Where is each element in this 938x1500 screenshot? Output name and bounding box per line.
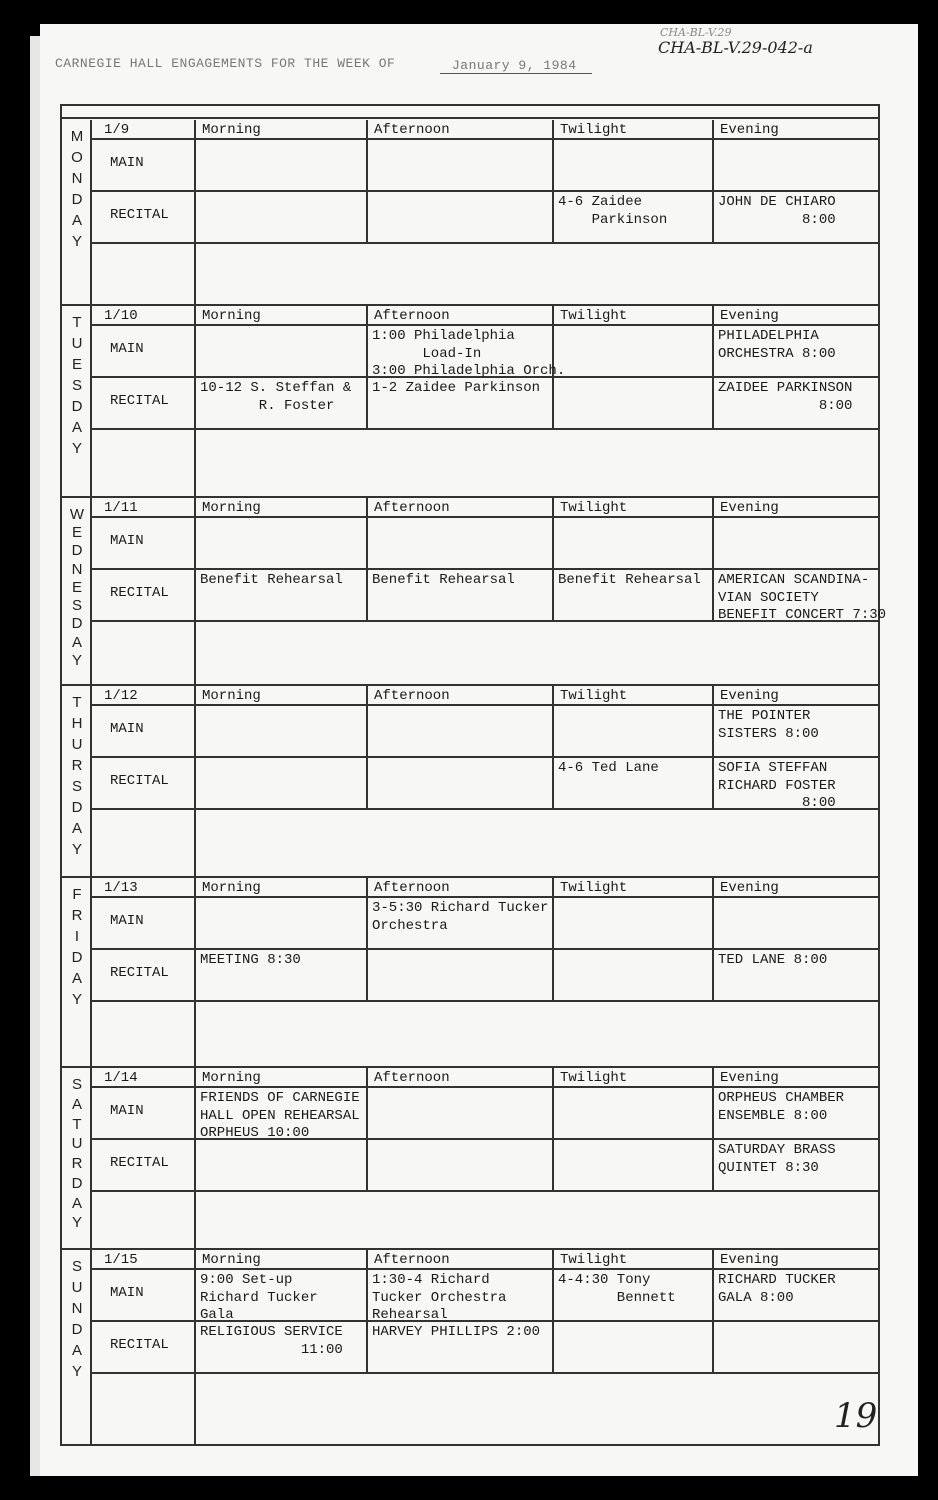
column-header-twilight: Twilight: [560, 1252, 628, 1268]
column-header-morning: Morning: [202, 880, 261, 896]
column-header-afternoon: Afternoon: [374, 308, 450, 324]
row-rule: [92, 190, 880, 192]
day-letter: R: [71, 907, 83, 924]
column-rule: [194, 1068, 196, 1190]
recital-twilight-cell: Benefit Rehearsal: [558, 572, 701, 588]
day-date: 1/10: [104, 308, 138, 324]
day-letter: D: [71, 799, 83, 816]
column-rule: [366, 1068, 368, 1190]
row-rule: [92, 428, 880, 430]
header-rule: [92, 1268, 880, 1270]
column-header-evening: Evening: [720, 1070, 779, 1086]
day-letter: Y: [71, 440, 82, 457]
column-rule: [552, 878, 554, 1000]
column-header-twilight: Twilight: [560, 688, 628, 704]
column-rule: [194, 498, 196, 620]
day-letter: E: [71, 356, 82, 373]
day-letter: A: [71, 1194, 82, 1212]
day-letter: A: [71, 820, 82, 837]
day-letter: Y: [71, 841, 82, 858]
column-rule: [194, 686, 196, 808]
day-letter: R: [71, 757, 83, 774]
column-rule: [552, 498, 554, 620]
column-rule: [552, 686, 554, 808]
day-letter: N: [71, 170, 83, 187]
column-header-morning: Morning: [202, 1252, 261, 1268]
column-rule: [552, 1250, 554, 1372]
column-header-morning: Morning: [202, 688, 261, 704]
header-rule: [92, 704, 880, 706]
row-rule: [92, 1190, 880, 1192]
recital-evening-cell: SATURDAY BRASS QUINTET 8:30: [718, 1142, 836, 1176]
page-number: 19: [834, 1396, 878, 1436]
column-header-afternoon: Afternoon: [374, 880, 450, 896]
column-rule: [552, 1068, 554, 1190]
column-rule: [552, 120, 554, 242]
column-rule: [712, 878, 714, 1000]
day-letter: S: [71, 597, 82, 615]
column-header-twilight: Twilight: [560, 880, 628, 896]
column-rule: [366, 498, 368, 620]
day-letter: R: [71, 1155, 83, 1172]
day-letter: H: [71, 715, 83, 732]
day-letter: A: [71, 1342, 82, 1359]
column-header-afternoon: Afternoon: [374, 1252, 450, 1268]
column-rule: [194, 1000, 196, 1068]
row-label-main: MAIN: [110, 1103, 144, 1119]
row-label-recital: RECITAL: [110, 773, 169, 789]
column-rule: [712, 120, 714, 242]
column-header-twilight: Twilight: [560, 308, 628, 324]
column-rule: [366, 1250, 368, 1372]
row-rule: [92, 1372, 880, 1374]
day-block-wednesday: [62, 498, 887, 686]
main-evening-cell: ORPHEUS CHAMBER ENSEMBLE 8:00: [718, 1090, 845, 1124]
day-letter: E: [71, 578, 82, 596]
day-name-monday: [62, 120, 92, 306]
day-letter: Y: [71, 1363, 82, 1380]
column-header-evening: Evening: [720, 122, 779, 138]
row-rule: [92, 1000, 880, 1002]
recital-twilight-cell: 4-6 Ted Lane: [558, 760, 659, 776]
column-rule: [194, 1250, 196, 1372]
day-name-friday: [62, 878, 92, 1068]
column-header-evening: Evening: [720, 688, 779, 704]
day-letter: D: [71, 191, 83, 208]
day-letter: T: [72, 694, 82, 711]
column-rule: [194, 428, 196, 498]
day-date: 1/9: [104, 122, 130, 138]
day-letter: D: [71, 398, 83, 415]
day-letter: N: [71, 1300, 83, 1317]
column-header-afternoon: Afternoon: [374, 500, 450, 516]
day-letter: A: [71, 419, 82, 436]
row-label-main: MAIN: [110, 721, 144, 737]
day-letter: U: [71, 335, 83, 352]
day-letter: A: [71, 633, 82, 651]
recital-morning-cell: MEETING 8:30: [200, 952, 301, 968]
recital-evening-cell: TED LANE 8:00: [718, 952, 828, 968]
day-letter: T: [72, 314, 82, 331]
main-morning-cell: 9:00 Set-up Richard Tucker Gala: [200, 1272, 318, 1323]
row-rule: [92, 242, 880, 244]
row-label-main: MAIN: [110, 913, 144, 929]
day-letter: D: [71, 1174, 83, 1192]
header-rule: [92, 896, 880, 898]
column-rule: [194, 1190, 196, 1250]
day-letter: F: [72, 886, 82, 903]
row-label-recital: RECITAL: [110, 585, 169, 601]
column-header-twilight: Twilight: [560, 1070, 628, 1086]
row-rule: [92, 948, 880, 950]
day-name-sunday: [62, 1250, 92, 1444]
recital-afternoon-cell: HARVEY PHILLIPS 2:00: [372, 1324, 541, 1340]
day-name-saturday: [62, 1068, 92, 1250]
day-letter: Y: [71, 233, 82, 250]
day-letter: M: [70, 128, 84, 145]
header-rule: [92, 324, 880, 326]
recital-evening-cell: AMERICAN SCANDINA- VIAN SOCIETY BENEFIT CONCERT 7:30: [718, 572, 887, 623]
day-name-tuesday: [62, 306, 92, 498]
day-letter: N: [71, 560, 83, 578]
day-date: 1/11: [104, 500, 138, 516]
day-letter: Y: [71, 991, 82, 1008]
column-rule: [712, 306, 714, 428]
day-block-thursday: [62, 686, 878, 878]
column-rule: [194, 808, 196, 878]
recital-evening-cell: SOFIA STEFFAN RICHARD FOSTER 8:00: [718, 760, 836, 811]
column-header-twilight: Twilight: [560, 122, 628, 138]
recital-evening-cell: JOHN DE CHIARO 8:00: [718, 194, 836, 228]
week-of-date: January 9, 1984: [440, 58, 592, 74]
column-header-morning: Morning: [202, 308, 261, 324]
row-label-main: MAIN: [110, 1285, 144, 1301]
engagement-grid: [60, 104, 887, 1446]
recital-afternoon-cell: 1-2 Zaidee Parkinson: [372, 380, 541, 396]
day-letter: I: [74, 928, 80, 945]
column-header-evening: Evening: [720, 308, 779, 324]
column-rule: [366, 306, 368, 428]
main-morning-cell: FRIENDS OF CARNEGIE HALL OPEN REHEARSAL ORPHEUS 10:00: [200, 1090, 360, 1141]
main-twilight-cell: 4-4:30 Tony Bennett: [558, 1272, 676, 1306]
day-letter: O: [71, 149, 83, 166]
main-afternoon-cell: 1:30-4 Richard Tucker Orchestra Rehearsal: [372, 1272, 507, 1323]
day-letter: D: [71, 542, 83, 560]
paper-edge-shadow: [30, 36, 40, 1476]
column-header-morning: Morning: [202, 1070, 261, 1086]
main-evening-cell: RICHARD TUCKER GALA 8:00: [718, 1272, 836, 1306]
column-rule: [194, 620, 196, 686]
column-rule: [366, 878, 368, 1000]
day-letter: S: [71, 377, 82, 394]
day-letter: W: [69, 506, 85, 523]
column-rule: [366, 686, 368, 808]
day-letter: Y: [71, 651, 82, 669]
column-header-twilight: Twilight: [560, 500, 628, 516]
column-rule: [194, 1372, 196, 1444]
recital-twilight-cell: 4-6 Zaidee Parkinson: [558, 194, 668, 228]
column-rule: [194, 306, 196, 428]
column-rule: [366, 120, 368, 242]
grid-top-rule: [60, 117, 880, 119]
day-letter: U: [71, 736, 83, 753]
day-date: 1/14: [104, 1070, 138, 1086]
main-afternoon-cell: 3-5:30 Richard Tucker Orchestra: [372, 900, 549, 934]
day-block-saturday: [62, 1068, 878, 1250]
day-letter: A: [71, 212, 82, 229]
column-rule: [194, 878, 196, 1000]
column-header-afternoon: Afternoon: [374, 122, 450, 138]
recital-morning-cell: Benefit Rehearsal: [200, 572, 343, 588]
day-date: 1/13: [104, 880, 138, 896]
column-header-afternoon: Afternoon: [374, 1070, 450, 1086]
archive-reference: CHA-BL-V.29-042-a: [658, 38, 813, 57]
recital-evening-cell: ZAIDEE PARKINSON 8:00: [718, 380, 853, 414]
day-name-wednesday: [62, 498, 92, 686]
day-letter: A: [71, 1095, 82, 1113]
day-date: 1/15: [104, 1252, 138, 1268]
day-letter: D: [71, 615, 83, 633]
column-rule: [712, 1068, 714, 1190]
header-rule: [92, 516, 880, 518]
recital-morning-cell: 10-12 S. Steffan & R. Foster: [200, 380, 352, 414]
row-label-main: MAIN: [110, 155, 144, 171]
day-letter: S: [71, 1258, 82, 1275]
sheet-title: CARNEGIE HALL ENGAGEMENTS FOR THE WEEK OF: [55, 56, 396, 71]
day-letter: E: [71, 524, 82, 542]
day-block-monday: [62, 120, 878, 306]
day-block-friday: [62, 878, 878, 1068]
row-label-recital: RECITAL: [110, 207, 169, 223]
row-label-recital: RECITAL: [110, 393, 169, 409]
main-afternoon-cell: 1:00 Philadelphia Load-In 3:00 Philadelphia Orch.: [372, 328, 566, 379]
recital-afternoon-cell: Benefit Rehearsal: [372, 572, 515, 588]
day-letter: D: [71, 949, 83, 966]
archive-reference-crossed: CHA-BL-V.29: [660, 26, 732, 39]
column-header-morning: Morning: [202, 500, 261, 516]
day-block-sunday: [62, 1250, 878, 1444]
recital-morning-cell: RELIGIOUS SERVICE 11:00: [200, 1324, 343, 1358]
day-letter: T: [72, 1115, 82, 1133]
main-evening-cell: PHILADELPHIA ORCHESTRA 8:00: [718, 328, 836, 362]
day-name-thursday: [62, 686, 92, 878]
column-rule: [712, 686, 714, 808]
column-header-evening: Evening: [720, 500, 779, 516]
day-letter: Y: [71, 1214, 82, 1232]
main-evening-cell: THE POINTER SISTERS 8:00: [718, 708, 819, 742]
day-letter: D: [71, 1321, 83, 1338]
header-rule: [92, 1086, 880, 1088]
row-label-main: MAIN: [110, 533, 144, 549]
header-rule: [92, 138, 880, 140]
row-rule: [92, 568, 880, 570]
column-rule: [194, 242, 196, 306]
row-label-recital: RECITAL: [110, 1337, 169, 1353]
day-date: 1/12: [104, 688, 138, 704]
column-header-morning: Morning: [202, 122, 261, 138]
day-block-tuesday: [62, 306, 878, 498]
day-letter: S: [71, 1076, 82, 1093]
row-label-recital: RECITAL: [110, 965, 169, 981]
column-header-evening: Evening: [720, 880, 779, 896]
day-letter: U: [71, 1279, 83, 1296]
row-label-main: MAIN: [110, 341, 144, 357]
row-rule: [92, 756, 880, 758]
day-letter: S: [71, 778, 82, 795]
day-letter: U: [71, 1135, 83, 1153]
column-rule: [712, 1250, 714, 1372]
column-header-afternoon: Afternoon: [374, 688, 450, 704]
column-rule: [712, 498, 714, 620]
column-header-evening: Evening: [720, 1252, 779, 1268]
day-letter: A: [71, 970, 82, 987]
row-label-recital: RECITAL: [110, 1155, 169, 1171]
column-rule: [194, 120, 196, 242]
